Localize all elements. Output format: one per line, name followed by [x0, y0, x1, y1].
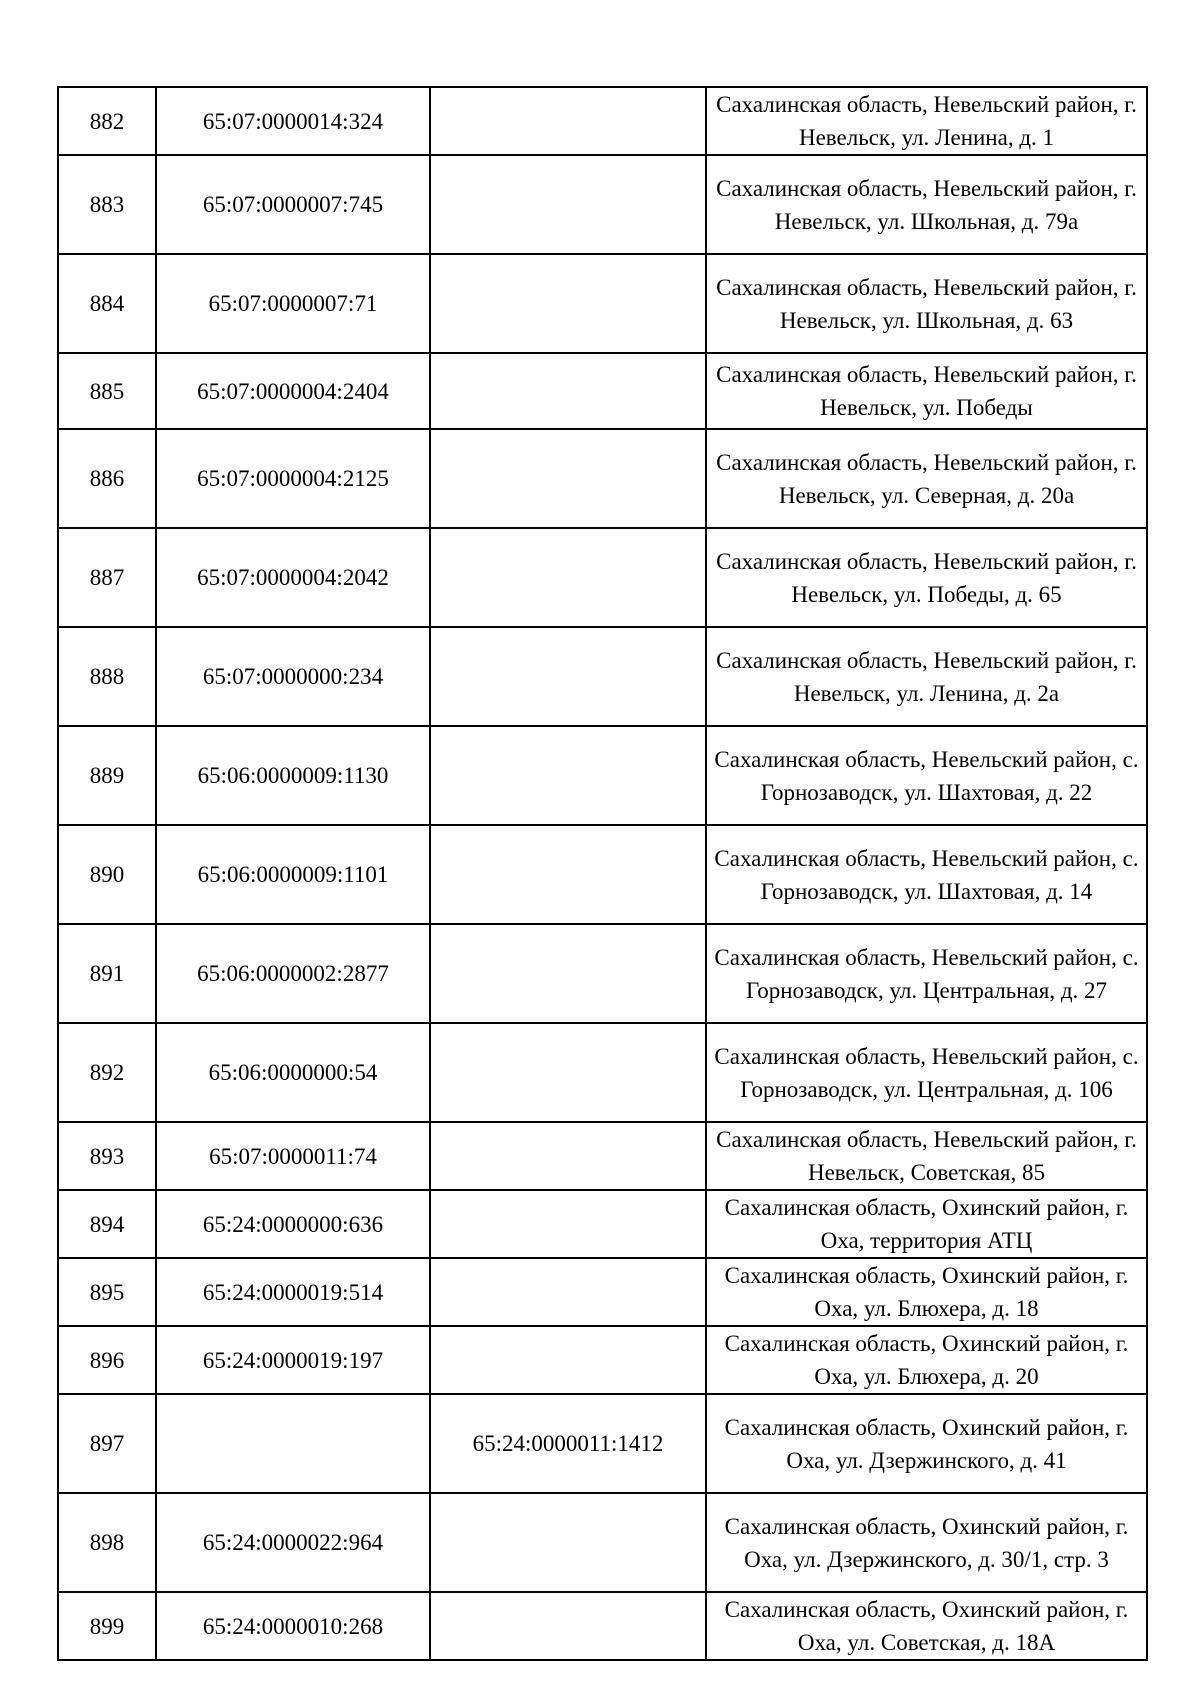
related-cadastral-number	[430, 1122, 706, 1190]
related-cadastral-number	[430, 726, 706, 825]
row-number: 897	[58, 1394, 156, 1493]
row-number: 886	[58, 429, 156, 528]
cadastral-number: 65:06:0000002:2877	[156, 924, 430, 1023]
address: Сахалинская область, Невельский район, с. Горнозаводск, ул. Шахтовая, д. 22	[706, 726, 1147, 825]
related-cadastral-number	[430, 528, 706, 627]
row-number: 890	[58, 825, 156, 924]
table-row	[58, 924, 1147, 1023]
cadastral-number: 65:24:0000000:636	[156, 1190, 430, 1258]
related-cadastral-number	[430, 1493, 706, 1592]
table-row	[58, 1592, 1147, 1660]
row-number: 892	[58, 1023, 156, 1122]
address: Сахалинская область, Невельский район, с. Горнозаводск, ул. Центральная, д. 106	[706, 1023, 1147, 1122]
related-cadastral-number	[430, 429, 706, 528]
related-cadastral-number	[430, 1023, 706, 1122]
table-row	[58, 528, 1147, 627]
related-cadastral-number	[430, 627, 706, 726]
cadastral-number: 65:07:0000014:324	[156, 87, 430, 155]
row-number: 887	[58, 528, 156, 627]
table-row	[58, 254, 1147, 353]
row-number: 883	[58, 155, 156, 254]
address: Сахалинская область, Охинский район, г. Оха, ул. Блюхера, д. 18	[706, 1258, 1147, 1326]
related-cadastral-number	[430, 1592, 706, 1660]
address: Сахалинская область, Невельский район, г. Невельск, ул. Школьная, д. 79а	[706, 155, 1147, 254]
cadastral-number: 65:24:0000019:514	[156, 1258, 430, 1326]
row-number: 891	[58, 924, 156, 1023]
row-number: 898	[58, 1493, 156, 1592]
row-number: 882	[58, 87, 156, 155]
address: Сахалинская область, Охинский район, г. Оха, ул. Дзержинского, д. 41	[706, 1394, 1147, 1493]
table-row	[58, 1326, 1147, 1394]
related-cadastral-number	[430, 825, 706, 924]
address: Сахалинская область, Охинский район, г. Оха, ул. Советская, д. 18А	[706, 1592, 1147, 1660]
related-cadastral-number	[430, 1326, 706, 1394]
table-row	[58, 1023, 1147, 1122]
table-row	[58, 1190, 1147, 1258]
cadastral-number: 65:07:0000007:71	[156, 254, 430, 353]
row-number: 885	[58, 353, 156, 429]
table-row	[58, 825, 1147, 924]
related-cadastral-number	[430, 1258, 706, 1326]
address: Сахалинская область, Охинский район, г. Оха, ул. Блюхера, д. 20	[706, 1326, 1147, 1394]
table-row	[58, 627, 1147, 726]
registry-table	[57, 86, 1148, 1661]
related-cadastral-number	[430, 1190, 706, 1258]
address: Сахалинская область, Невельский район, с. Горнозаводск, ул. Центральная, д. 27	[706, 924, 1147, 1023]
row-number: 899	[58, 1592, 156, 1660]
address: Сахалинская область, Невельский район, г. Невельск, ул. Школьная, д. 63	[706, 254, 1147, 353]
cadastral-number: 65:06:0000009:1101	[156, 825, 430, 924]
cadastral-number: 65:07:0000004:2042	[156, 528, 430, 627]
related-cadastral-number: 65:24:0000011:1412	[430, 1394, 706, 1493]
address: Сахалинская область, Невельский район, с. Горнозаводск, ул. Шахтовая, д. 14	[706, 825, 1147, 924]
address: Сахалинская область, Невельский район, г. Невельск, ул. Победы	[706, 353, 1147, 429]
related-cadastral-number	[430, 254, 706, 353]
cadastral-number: 65:06:0000000:54	[156, 1023, 430, 1122]
cadastral-number: 65:07:0000011:74	[156, 1122, 430, 1190]
row-number: 893	[58, 1122, 156, 1190]
table-row	[58, 1394, 1147, 1493]
address: Сахалинская область, Невельский район, г. Невельск, Советская, 85	[706, 1122, 1147, 1190]
table-row	[58, 1122, 1147, 1190]
cadastral-number: 65:07:0000007:745	[156, 155, 430, 254]
table-row	[58, 87, 1147, 155]
related-cadastral-number	[430, 353, 706, 429]
cadastral-number: 65:07:0000004:2125	[156, 429, 430, 528]
address: Сахалинская область, Охинский район, г. Оха, ул. Дзержинского, д. 30/1, стр. 3	[706, 1493, 1147, 1592]
table-row	[58, 429, 1147, 528]
cadastral-number: 65:06:0000009:1130	[156, 726, 430, 825]
row-number: 894	[58, 1190, 156, 1258]
address: Сахалинская область, Невельский район, г. Невельск, ул. Ленина, д. 1	[706, 87, 1147, 155]
row-number: 884	[58, 254, 156, 353]
table-row	[58, 1493, 1147, 1592]
row-number: 888	[58, 627, 156, 726]
row-number: 889	[58, 726, 156, 825]
cadastral-number: 65:24:0000010:268	[156, 1592, 430, 1660]
address: Сахалинская область, Невельский район, г. Невельск, ул. Ленина, д. 2а	[706, 627, 1147, 726]
address: Сахалинская область, Невельский район, г. Невельск, ул. Победы, д. 65	[706, 528, 1147, 627]
address: Сахалинская область, Невельский район, г. Невельск, ул. Северная, д. 20а	[706, 429, 1147, 528]
table-row	[58, 353, 1147, 429]
related-cadastral-number	[430, 155, 706, 254]
cadastral-number: 65:07:0000004:2404	[156, 353, 430, 429]
row-number: 895	[58, 1258, 156, 1326]
table-row	[58, 155, 1147, 254]
cadastral-number	[156, 1394, 430, 1493]
cadastral-number: 65:07:0000000:234	[156, 627, 430, 726]
cadastral-number: 65:24:0000019:197	[156, 1326, 430, 1394]
related-cadastral-number	[430, 87, 706, 155]
table-row	[58, 1258, 1147, 1326]
related-cadastral-number	[430, 924, 706, 1023]
cadastral-number: 65:24:0000022:964	[156, 1493, 430, 1592]
table-row	[58, 726, 1147, 825]
row-number: 896	[58, 1326, 156, 1394]
address: Сахалинская область, Охинский район, г. Оха, территория АТЦ	[706, 1190, 1147, 1258]
